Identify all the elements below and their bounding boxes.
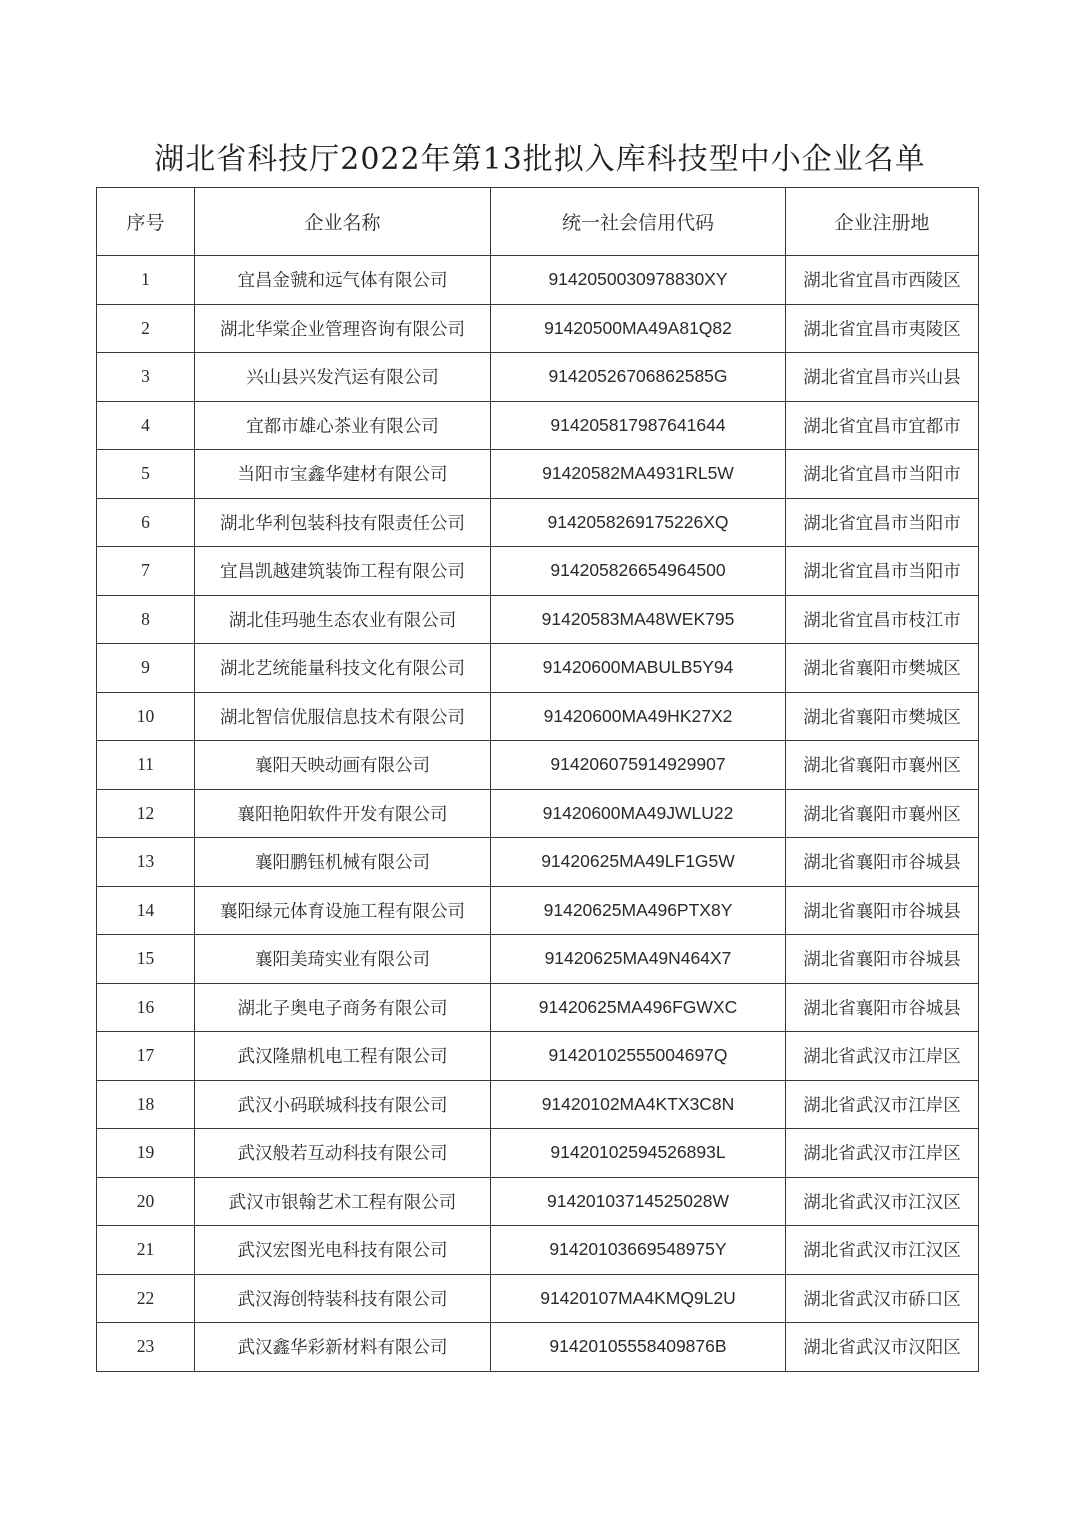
table-row bbox=[97, 741, 979, 790]
table-row bbox=[97, 935, 979, 984]
cell-name: 湖北华棠企业管理咨询有限公司 bbox=[195, 304, 491, 353]
cell-code: 9142058269175226XQ bbox=[491, 498, 786, 547]
cell-no: 21 bbox=[97, 1226, 195, 1275]
page-title: 湖北省科技厅2022年第13批拟入库科技型中小企业名单 bbox=[154, 142, 926, 177]
enterprise-table bbox=[96, 187, 979, 1372]
table-row bbox=[97, 886, 979, 935]
table-row bbox=[97, 304, 979, 353]
cell-code: 91420600MA49JWLU22 bbox=[491, 789, 786, 838]
cell-place: 湖北省襄阳市谷城县 bbox=[786, 983, 979, 1032]
table-row bbox=[97, 498, 979, 547]
table-row bbox=[97, 595, 979, 644]
cell-code: 91420102555004697Q bbox=[491, 1032, 786, 1081]
cell-code: 9142050030978830XY bbox=[491, 256, 786, 305]
cell-name: 襄阳艳阳软件开发有限公司 bbox=[195, 789, 491, 838]
cell-code: 914205817987641644 bbox=[491, 401, 786, 450]
cell-place: 湖北省宜昌市宜都市 bbox=[786, 401, 979, 450]
cell-name: 兴山县兴发汽运有限公司 bbox=[195, 353, 491, 402]
cell-place: 湖北省襄阳市襄州区 bbox=[786, 789, 979, 838]
table-row bbox=[97, 547, 979, 596]
cell-code: 91420105558409876B bbox=[491, 1323, 786, 1372]
cell-code: 91420103714525028W bbox=[491, 1177, 786, 1226]
cell-no: 11 bbox=[97, 741, 195, 790]
cell-place: 湖北省武汉市汉阳区 bbox=[786, 1323, 979, 1372]
cell-place: 湖北省武汉市江汉区 bbox=[786, 1226, 979, 1275]
cell-place: 湖北省宜昌市夷陵区 bbox=[786, 304, 979, 353]
cell-no: 4 bbox=[97, 401, 195, 450]
cell-code: 91420625MA496FGWXC bbox=[491, 983, 786, 1032]
cell-name: 武汉海创特装科技有限公司 bbox=[195, 1274, 491, 1323]
cell-code: 91420102594526893L bbox=[491, 1129, 786, 1178]
cell-name: 襄阳鹏钰机械有限公司 bbox=[195, 838, 491, 887]
cell-name: 湖北佳玛驰生态农业有限公司 bbox=[195, 595, 491, 644]
cell-no: 3 bbox=[97, 353, 195, 402]
cell-place: 湖北省武汉市江岸区 bbox=[786, 1032, 979, 1081]
cell-place: 湖北省武汉市江岸区 bbox=[786, 1080, 979, 1129]
column-header-name: 企业名称 bbox=[195, 188, 491, 256]
cell-no: 16 bbox=[97, 983, 195, 1032]
cell-name: 武汉宏图光电科技有限公司 bbox=[195, 1226, 491, 1275]
cell-name: 湖北华利包装科技有限责任公司 bbox=[195, 498, 491, 547]
table-row bbox=[97, 1226, 979, 1275]
cell-name: 湖北智信优服信息技术有限公司 bbox=[195, 692, 491, 741]
cell-place: 湖北省武汉市江岸区 bbox=[786, 1129, 979, 1178]
column-header-place: 企业注册地 bbox=[786, 188, 979, 256]
cell-code: 91420103669548975Y bbox=[491, 1226, 786, 1275]
cell-no: 9 bbox=[97, 644, 195, 693]
cell-place: 湖北省襄阳市谷城县 bbox=[786, 935, 979, 984]
table-row bbox=[97, 353, 979, 402]
cell-name: 湖北艺统能量科技文化有限公司 bbox=[195, 644, 491, 693]
table-row bbox=[97, 644, 979, 693]
cell-code: 91420107MA4KMQ9L2U bbox=[491, 1274, 786, 1323]
cell-place: 湖北省宜昌市西陵区 bbox=[786, 256, 979, 305]
cell-place: 湖北省宜昌市兴山县 bbox=[786, 353, 979, 402]
cell-code: 91420625MA49N464X7 bbox=[491, 935, 786, 984]
cell-name: 湖北子奥电子商务有限公司 bbox=[195, 983, 491, 1032]
table-body bbox=[97, 256, 979, 1372]
cell-code: 91420583MA48WEK795 bbox=[491, 595, 786, 644]
cell-no: 10 bbox=[97, 692, 195, 741]
column-header-code: 统一社会信用代码 bbox=[491, 188, 786, 256]
cell-no: 18 bbox=[97, 1080, 195, 1129]
cell-no: 1 bbox=[97, 256, 195, 305]
table-row bbox=[97, 1323, 979, 1372]
cell-code: 91420600MA49HK27X2 bbox=[491, 692, 786, 741]
cell-place: 湖北省宜昌市当阳市 bbox=[786, 498, 979, 547]
cell-place: 湖北省襄阳市襄州区 bbox=[786, 741, 979, 790]
table-row bbox=[97, 1032, 979, 1081]
cell-place: 湖北省武汉市江汉区 bbox=[786, 1177, 979, 1226]
cell-place: 湖北省襄阳市谷城县 bbox=[786, 886, 979, 935]
cell-no: 2 bbox=[97, 304, 195, 353]
cell-no: 14 bbox=[97, 886, 195, 935]
cell-no: 13 bbox=[97, 838, 195, 887]
table-row bbox=[97, 1080, 979, 1129]
table-row bbox=[97, 1129, 979, 1178]
cell-name: 武汉市银翰艺术工程有限公司 bbox=[195, 1177, 491, 1226]
cell-no: 6 bbox=[97, 498, 195, 547]
cell-code: 91420625MA49LF1G5W bbox=[491, 838, 786, 887]
cell-place: 湖北省宜昌市当阳市 bbox=[786, 547, 979, 596]
cell-no: 15 bbox=[97, 935, 195, 984]
table-row bbox=[97, 838, 979, 887]
cell-name: 襄阳天映动画有限公司 bbox=[195, 741, 491, 790]
table-row bbox=[97, 1177, 979, 1226]
table-row bbox=[97, 692, 979, 741]
cell-no: 5 bbox=[97, 450, 195, 499]
cell-code: 914205826654964500 bbox=[491, 547, 786, 596]
cell-no: 23 bbox=[97, 1323, 195, 1372]
cell-place: 湖北省襄阳市谷城县 bbox=[786, 838, 979, 887]
column-header-no: 序号 bbox=[97, 188, 195, 256]
cell-no: 8 bbox=[97, 595, 195, 644]
cell-no: 20 bbox=[97, 1177, 195, 1226]
cell-name: 武汉般若互动科技有限公司 bbox=[195, 1129, 491, 1178]
table-row bbox=[97, 256, 979, 305]
cell-name: 襄阳绿元体育设施工程有限公司 bbox=[195, 886, 491, 935]
cell-name: 宜昌金虢和远气体有限公司 bbox=[195, 256, 491, 305]
cell-place: 湖北省襄阳市樊城区 bbox=[786, 692, 979, 741]
table-row bbox=[97, 789, 979, 838]
table-row bbox=[97, 450, 979, 499]
cell-name: 宜昌凯越建筑装饰工程有限公司 bbox=[195, 547, 491, 596]
cell-code: 91420600MABULB5Y94 bbox=[491, 644, 786, 693]
cell-place: 湖北省宜昌市当阳市 bbox=[786, 450, 979, 499]
cell-no: 12 bbox=[97, 789, 195, 838]
cell-no: 17 bbox=[97, 1032, 195, 1081]
cell-name: 襄阳美琦实业有限公司 bbox=[195, 935, 491, 984]
cell-name: 武汉小码联城科技有限公司 bbox=[195, 1080, 491, 1129]
cell-place: 湖北省宜昌市枝江市 bbox=[786, 595, 979, 644]
cell-name: 武汉隆鼎机电工程有限公司 bbox=[195, 1032, 491, 1081]
cell-code: 91420582MA4931RL5W bbox=[491, 450, 786, 499]
cell-code: 91420102MA4KTX3C8N bbox=[491, 1080, 786, 1129]
table-row bbox=[97, 1274, 979, 1323]
table-row bbox=[97, 401, 979, 450]
cell-name: 当阳市宝鑫华建材有限公司 bbox=[195, 450, 491, 499]
table-header-row bbox=[97, 188, 979, 256]
cell-code: 91420625MA496PTX8Y bbox=[491, 886, 786, 935]
cell-code: 914206075914929907 bbox=[491, 741, 786, 790]
cell-place: 湖北省襄阳市樊城区 bbox=[786, 644, 979, 693]
cell-no: 7 bbox=[97, 547, 195, 596]
cell-place: 湖北省武汉市硚口区 bbox=[786, 1274, 979, 1323]
cell-code: 91420500MA49A81Q82 bbox=[491, 304, 786, 353]
cell-name: 武汉鑫华彩新材料有限公司 bbox=[195, 1323, 491, 1372]
cell-no: 19 bbox=[97, 1129, 195, 1178]
cell-no: 22 bbox=[97, 1274, 195, 1323]
table-row bbox=[97, 983, 979, 1032]
cell-code: 91420526706862585G bbox=[491, 353, 786, 402]
cell-name: 宜都市雄心茶业有限公司 bbox=[195, 401, 491, 450]
